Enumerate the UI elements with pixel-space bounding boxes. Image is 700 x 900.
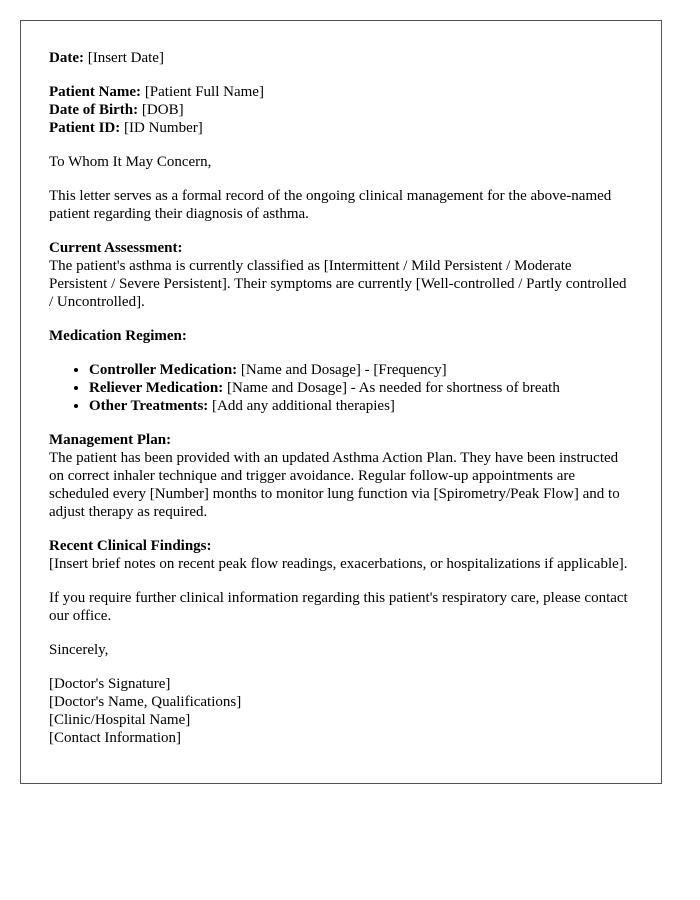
findings-heading: Recent Clinical Findings: bbox=[49, 538, 212, 554]
assessment-text: The patient's asthma is currently classified as [Intermittent / Mild Persistent / Moderate Persistent / Severe Persistent]. Their symptoms are currently [Well-controlled / Partly controlled / Uncontrolled]. bbox=[49, 258, 627, 310]
assessment-heading: Current Assessment: bbox=[49, 240, 183, 256]
intro-paragraph: This letter serves as a formal record of the ongoing clinical management for the above-named patient regarding their diagnosis of asthma. bbox=[49, 188, 612, 222]
item-label: Other Treatments: bbox=[89, 398, 209, 414]
item-label: Reliever Medication: bbox=[89, 380, 224, 396]
list-item bbox=[89, 361, 632, 379]
list-item bbox=[89, 397, 632, 415]
medication-list bbox=[49, 361, 632, 415]
date-label: Date: bbox=[49, 50, 84, 66]
item-label: Controller Medication: bbox=[89, 362, 238, 378]
salutation: To Whom It May Concern, bbox=[49, 154, 212, 170]
dob-label: Date of Birth: bbox=[49, 102, 139, 118]
plan-heading: Management Plan: bbox=[49, 432, 172, 448]
medication-heading: Medication Regimen: bbox=[49, 328, 187, 344]
patient-id-label: Patient ID: bbox=[49, 120, 121, 136]
date-value: [Insert Date] bbox=[87, 50, 164, 66]
medication-heading-line bbox=[49, 327, 632, 345]
clinic-name: [Clinic/Hospital Name] bbox=[49, 712, 191, 728]
closing-paragraph: If you require further clinical information regarding this patient's respiratory care, please contact our office. bbox=[49, 590, 628, 624]
assessment-section bbox=[49, 239, 632, 311]
date-line bbox=[49, 49, 632, 67]
doctor-name: [Doctor's Name, Qualifications] bbox=[49, 694, 242, 710]
item-value: [Add any additional therapies] bbox=[212, 398, 395, 414]
contact-info: [Contact Information] bbox=[49, 730, 182, 746]
findings-section bbox=[49, 537, 632, 573]
signoff: Sincerely, bbox=[49, 642, 109, 658]
patient-info bbox=[49, 83, 632, 137]
plan-text: The patient has been provided with an updated Asthma Action Plan. They have been instructed on correct inhaler technique and trigger avoidance. Regular follow-up appointments are scheduled every [Number] months to monitor lung function via [Spirometry/Peak Flow] and to adjust therapy as required. bbox=[49, 450, 620, 520]
item-value: [Name and Dosage] - [Frequency] bbox=[240, 362, 447, 378]
plan-section bbox=[49, 431, 632, 521]
list-item bbox=[89, 379, 632, 397]
signature-block bbox=[49, 675, 632, 747]
doctor-signature: [Doctor's Signature] bbox=[49, 676, 171, 692]
patient-name-label: Patient Name: bbox=[49, 84, 142, 100]
letter bbox=[20, 20, 662, 784]
patient-id-value: [ID Number] bbox=[124, 120, 203, 136]
item-value: [Name and Dosage] - As needed for shortness of breath bbox=[227, 380, 560, 396]
dob-value: [DOB] bbox=[141, 102, 184, 118]
patient-name-value: [Patient Full Name] bbox=[144, 84, 264, 100]
findings-text: [Insert brief notes on recent peak flow readings, exacerbations, or hospitalizations if applicable]. bbox=[49, 556, 628, 572]
